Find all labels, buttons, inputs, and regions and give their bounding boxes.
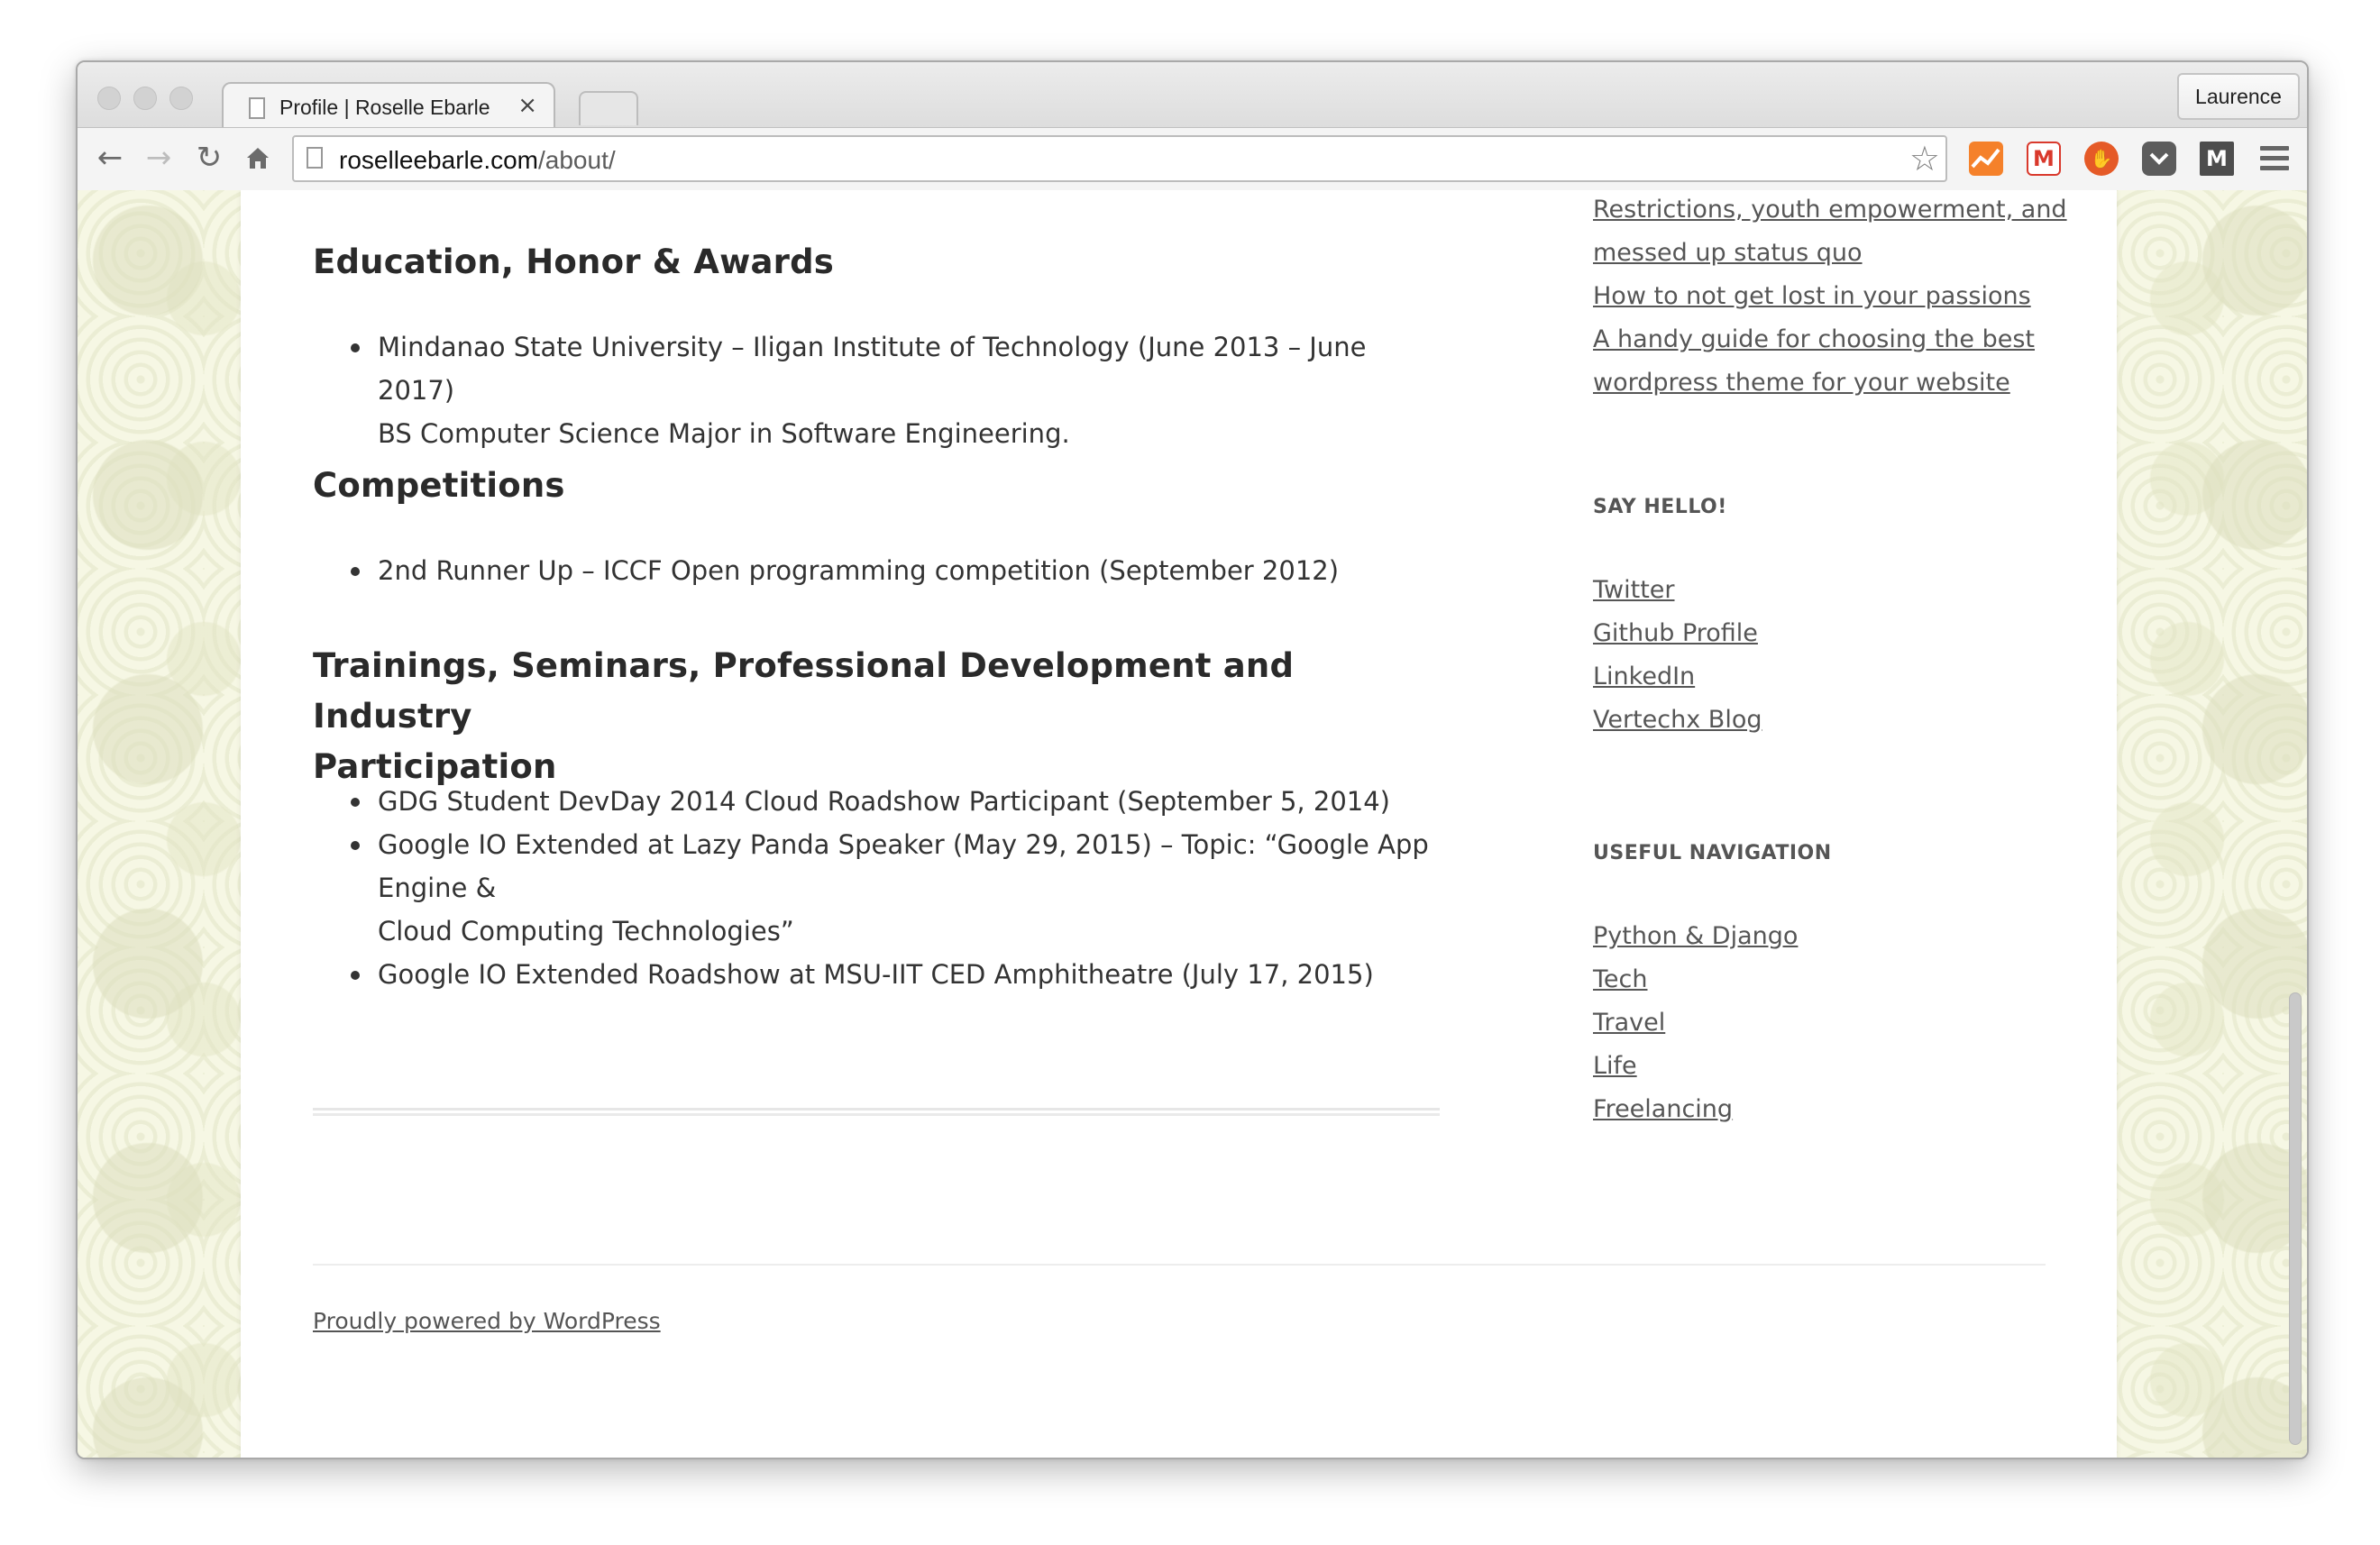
address-bar[interactable] (292, 135, 1947, 182)
zoom-window-button[interactable] (169, 87, 193, 110)
nav-link-life[interactable]: Life (1593, 1052, 1637, 1080)
bookmark-star-icon[interactable]: ☆ (1909, 139, 1940, 178)
competitions-list (313, 549, 1339, 592)
home-icon[interactable] (240, 137, 276, 178)
education-list (313, 325, 1440, 455)
recent-post-link[interactable]: wordpress theme for your website (1593, 369, 2010, 397)
recent-post-link[interactable]: messed up status quo (1593, 239, 1863, 267)
pocket-extension-icon[interactable] (2142, 142, 2176, 176)
say-hello-heading: SAY HELLO! (1593, 496, 1727, 518)
trainings-heading: Trainings, Seminars, Professional Development and Industry Participation (313, 646, 1295, 786)
close-tab-icon[interactable]: × (517, 92, 537, 119)
page-card (241, 190, 2117, 1458)
medium-extension-icon[interactable]: M (2200, 142, 2234, 176)
education-item-line2: BS Computer Science Major in Software Engineering. (378, 418, 1070, 449)
tab-profile[interactable] (222, 82, 555, 127)
useful-navigation-heading: USEFUL NAVIGATION (1593, 842, 1832, 864)
tab-title: Profile | Roselle Ebarle (279, 96, 490, 119)
footer-divider (313, 1264, 2046, 1266)
recent-post-link[interactable]: A handy guide for choosing the best (1593, 325, 2036, 353)
page-viewport (78, 190, 2307, 1458)
education-item-line1: Mindanao State University – Iligan Institute of Technology (June 2013 – June 2017) (378, 332, 1367, 406)
competitions-heading: Competitions (313, 466, 565, 505)
analytics-extension-icon[interactable] (1969, 142, 2003, 176)
title-bar (78, 62, 2307, 127)
url-text: roselleebarle.com/about/ (339, 146, 616, 174)
reload-icon[interactable]: ↻ (196, 140, 223, 176)
browser-toolbar (78, 127, 2307, 193)
trainings-list (313, 780, 1440, 996)
content-divider (313, 1108, 1440, 1116)
vertical-scrollbar[interactable] (2289, 992, 2302, 1445)
page-icon (249, 97, 265, 119)
vertechx-blog-link[interactable]: Vertechx Blog (1593, 706, 1762, 734)
nav-link-travel[interactable]: Travel (1593, 1009, 1666, 1037)
minimize-window-button[interactable] (133, 87, 157, 110)
twitter-link[interactable]: Twitter (1593, 576, 1675, 604)
nav-link-freelancing[interactable]: Freelancing (1593, 1095, 1734, 1123)
adblock-extension-icon[interactable]: ✋ (2084, 142, 2119, 176)
nav-link-tech[interactable]: Tech (1593, 965, 1648, 993)
list-item: Google IO Extended at Lazy Panda Speaker (May 29, 2015) – Topic: “Google App Engine & Cloud Computing Technologies” (313, 823, 1440, 953)
list-item: 2nd Runner Up – ICCF Open programming competition (September 2012) (313, 549, 1339, 592)
powered-by-wordpress-link[interactable]: Proudly powered by WordPress (313, 1308, 661, 1334)
profile-button[interactable]: Laurence (2177, 73, 2300, 120)
menu-icon[interactable] (2260, 141, 2289, 175)
nav-link-python-django[interactable]: Python & Django (1593, 922, 1799, 950)
back-arrow-icon[interactable]: ← (96, 140, 124, 176)
gmail-extension-icon[interactable]: M (2027, 142, 2061, 176)
list-item (313, 325, 1440, 455)
page-icon (307, 147, 323, 169)
forward-arrow-icon[interactable]: → (145, 140, 172, 176)
close-window-button[interactable] (97, 87, 121, 110)
browser-window (76, 60, 2309, 1459)
list-item: GDG Student DevDay 2014 Cloud Roadshow Participant (September 5, 2014) (313, 780, 1440, 823)
github-profile-link[interactable]: Github Profile (1593, 619, 1758, 647)
recent-post-link[interactable]: Restrictions, youth empowerment, and (1593, 196, 2067, 224)
recent-post-link[interactable]: How to not get lost in your passions (1593, 282, 2031, 310)
list-item: Google IO Extended Roadshow at MSU-IIT CED Amphitheatre (July 17, 2015) (313, 953, 1440, 996)
new-tab-button[interactable] (579, 91, 638, 125)
education-heading: Education, Honor & Awards (313, 242, 835, 281)
linkedin-link[interactable]: LinkedIn (1593, 663, 1696, 690)
